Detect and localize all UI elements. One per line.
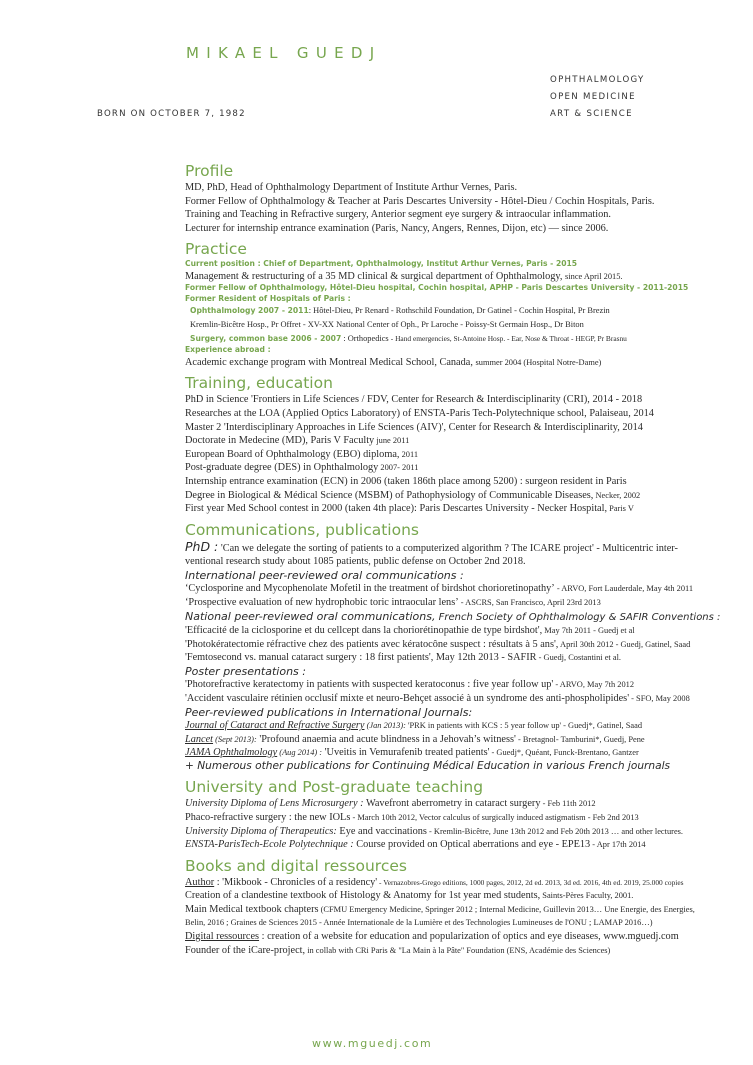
surgery-residency <box>185 332 740 346</box>
profile-line: Former Fellow of Ophthalmology & Teacher at Paris Descartes University - Hôtel-Dieu / Cochin Hospitals, Paris. <box>185 195 655 207</box>
teaching-item <box>185 838 740 852</box>
journal-date: (Jan 2013): <box>364 721 406 731</box>
phd-text: 'Can we delegate the sorting of patients to a computerized algorithm ? The ICARE project' - Multicentric inter- <box>218 542 678 554</box>
journal-date: (Sept 2013): <box>213 734 257 744</box>
training-text: Degree in Biological & Médical Science (MSBM) of Pathophysiology of Communicable Diseases, <box>185 489 594 501</box>
training-section <box>185 374 740 515</box>
national-oral-item <box>185 624 740 638</box>
intl-oral-venue: - ASCRS, San Francisco, April 23rd 2013 <box>458 597 601 607</box>
current-position-text <box>185 270 740 284</box>
training-line <box>185 421 740 435</box>
training-line <box>185 461 740 475</box>
teaching-program: ENSTA-ParisTech-Ecole Polytechnique : <box>185 839 354 851</box>
national-oral-item <box>185 651 740 665</box>
teaching-program: University Diploma of Lens Microsurgery : <box>185 798 364 810</box>
website-link[interactable]: www.mguedj.com <box>312 1037 433 1050</box>
poster-label: Poster presentations : <box>185 664 306 678</box>
teaching-topic: Wavefront aberrometry in cataract surgery <box>363 798 541 810</box>
poster-title: 'Accident vasculaire rétinien occlusif mixte et neuro-Behçet associé à un syndrome des anti-phospholipides' <box>185 692 630 704</box>
teaching-topic: Course provided on Optical aberrations and eye - EPE13 <box>353 839 591 851</box>
profile-line: Training and Teaching in Refractive surgery, Anterior segment eye surgery & intraocular inflammation. <box>185 209 612 221</box>
training-line <box>185 393 740 407</box>
national-oral-title: 'Efficacité de la ciclosporine et du cellcept dans la choriorétinopathie de type birdshot', <box>185 625 543 637</box>
ophthalmology-residency-label: Ophthalmology 2007 - 2011 <box>190 306 309 316</box>
textbook-text: Main Medical textbook chapters <box>185 903 319 915</box>
national-oral-item <box>185 638 740 652</box>
journal-item <box>185 733 740 747</box>
abroad-label: Experience abroad : <box>185 345 271 355</box>
intl-oral-item <box>185 596 740 610</box>
author-book: : 'Mikbook - Chronicles of a residency' <box>214 876 378 888</box>
training-text: Post-graduate degree (DES) in Ophthalmology <box>185 462 379 474</box>
digital-line <box>185 930 740 944</box>
profile-line: MD, PhD, Head of Ophthalmology Department of Institute Arthur Vernes, Paris. <box>185 182 518 193</box>
intl-oral-title: ‘Cyclosporine and Mycophenolate Mofetil in the treatment of birdshot chorioretinopathy’ <box>185 583 555 595</box>
journal-article: 'PRK in patients with KCS : 5 year follow up' <box>405 721 562 731</box>
teaching-date: - Feb 11th 2012 <box>540 799 596 809</box>
abroad-details: summer 2004 (Hospital Notre-Dame) <box>475 357 602 367</box>
poster-item <box>185 692 740 706</box>
textbook-line-cont: Belin, 2016 ; Graines de Sciences 2015 - Année Internationale de la Lumière et des Technologies Lumineuses de l'ONU ; LAMAP 2016…) <box>185 918 653 928</box>
resident-label: Former Resident of Hospitals of Paris : <box>185 293 351 303</box>
training-line <box>185 475 740 489</box>
teaching-item <box>185 825 740 839</box>
practice-section <box>185 240 740 369</box>
teaching-topic: Phaco-refractive surgery : the new IOLs <box>185 811 351 823</box>
teaching-item <box>185 797 740 811</box>
journal-item <box>185 746 740 760</box>
phd-line-cont: ventional research study about 1085 patients, public defense on October 2nd 2018. <box>185 556 526 568</box>
journals-label: Peer-reviewed publications in International Journals: <box>185 705 473 719</box>
training-line <box>185 448 740 462</box>
teaching-date: - Kremlin-Bicêtre, June 13th 2012 and Feb 20th 2013 … and other lectures. <box>426 826 684 836</box>
section-title: Communications, publications <box>185 520 419 539</box>
creation-text: Creation of a clandestine textbook of Histology & Anatomy for 1st year med students, <box>185 890 541 902</box>
profile-line: Lecturer for internship entrance examination (Paris, Nancy, Angers, Rennes, Dijon, etc) — since 2006. <box>185 222 609 234</box>
training-date: Paris V <box>607 504 634 514</box>
poster-venue: - SFO, May 2008 <box>629 693 690 703</box>
founder-details: in collab with CRi Paris & "La Main à la Pâte" Foundation (ENS, Académie des Sciences) <box>305 945 611 955</box>
poster-item <box>185 678 740 692</box>
training-date: june 2011 <box>374 436 410 446</box>
training-date: 2011 <box>399 449 419 459</box>
journal-article: 'Uveitis in Vemurafenib treated patients' <box>322 747 490 759</box>
communications-section <box>185 521 740 774</box>
training-text: Researches at the LOA (Applied Optics Laboratory) of ENSTA-Paris Tech-Polytechnique school, Palaiseau, 2014 <box>185 407 654 419</box>
section-title: Books and digital ressources <box>185 856 407 875</box>
intl-oral-title: ‘Prospective evaluation of new hydrophobic toric intraocular lens’ <box>185 596 459 608</box>
journal-item <box>185 719 740 733</box>
specialty-open-medicine: OPEN MEDICINE <box>550 92 636 102</box>
training-text: Internship entrance examination (ECN) in 2006 (taken 186th place among 5200) : surgeon resident in Paris <box>185 475 627 487</box>
teaching-topic: Eye and vaccinations <box>336 825 427 837</box>
cv-content <box>185 162 740 962</box>
national-oral-title: 'Photokératectomie réfractive chez des patients avec kératocône suspect : résultats à 5 ans', <box>185 638 559 650</box>
teaching-item <box>185 811 740 825</box>
section-title: University and Post-graduate teaching <box>185 778 484 797</box>
current-position-label: Current position : Chief of Department, Ophthalmology, Institut Arthur Vernes, Paris - 2015 <box>185 259 578 269</box>
poster-venue: - ARVO, May 7th 2012 <box>553 680 635 690</box>
training-line <box>185 489 740 503</box>
journal-name: Lancet <box>185 733 214 745</box>
current-position-since: since April 2015. <box>565 271 623 281</box>
journal-authors: - Guedj*, Quéant, Funck-Brentano, Gantzer <box>489 748 639 758</box>
surgery-residency-details: - Hand emergencies, St-Antoine Hosp. - Ear, Nose & Throat - HEGP, Pr Brasnu <box>390 333 627 343</box>
national-oral-venue: April 30th 2012 - Guedj, Gatinel, Saad <box>558 639 691 649</box>
profile-section <box>185 162 740 235</box>
teaching-program: University Diploma of Therapeutics: <box>185 825 337 837</box>
abroad-desc: Academic exchange program with Montreal Medical School, Canada, <box>185 356 473 368</box>
training-date: Necker, 2002 <box>593 490 641 500</box>
phd-label: PhD : <box>185 538 219 554</box>
books-section <box>185 857 740 958</box>
national-oral-venue: - Guedj, Costantini et al. <box>536 653 621 663</box>
poster-title: 'Photorefractive keratectomy in patients with suspected keratoconus : five year follow up' <box>185 679 554 691</box>
author-label: Author <box>185 876 215 888</box>
digital-text: : creation of a website for education and popularization of optics and eye diseases, www.mguedj.com <box>259 931 679 943</box>
specialty-ophthalmology: OPHTHALMOLOGY <box>550 75 645 85</box>
training-text: European Board of Ophthalmology (EBO) diploma, <box>185 448 400 460</box>
numerous-publications: + Numerous other publications for Continuing Médical Education in various French journals <box>185 759 671 772</box>
specialty-art-science: ART & SCIENCE <box>550 109 633 119</box>
training-text: First year Med School contest in 2000 (taken 4th place): Paris Descartes University - Necker Hospital, <box>185 503 608 515</box>
author-details: - Vernazobres-Grego editions, 1000 pages, 2012, 2d ed. 2013, 3d ed. 2016, 4th ed. 2019, 25.000 copies <box>377 877 684 887</box>
journal-article: 'Profound anaemia and acute blindness in a Jehovah’s witness' <box>256 733 516 745</box>
intl-oral-item <box>185 582 740 596</box>
textbook-details: (CFMU Emergency Medicine, Springer 2012 ; Internal Medicine, Guillevin 2013… Une Energie, des Energies, <box>318 904 695 914</box>
national-oral-venue: May 7th 2011 - Guedj et al <box>542 626 635 636</box>
journal-authors: - Bretagnol- Tamburini*, Guedj, Pene <box>515 734 645 744</box>
surgery-residency-label: Surgery, common base 2006 - 2007 <box>190 333 342 343</box>
ophthalmology-residency <box>185 304 740 318</box>
training-date: 2007- 2011 <box>378 463 419 473</box>
ophthalmology-residency-text: : Hôtel-Dieu, Pr Renard - Rothschild Foundation, Dr Gatinel - Cochin Hospital, Pr Brezin <box>308 306 610 316</box>
section-title: Practice <box>185 240 247 259</box>
journal-name: Journal of Cataract and Refractive Surgery <box>185 720 365 732</box>
ophthalmology-residency-cont: Kremlin-Bicêtre Hosp., Pr Offret - XV-XX National Center of Oph., Pr Laroche - Poissy-St Germain Hosp., Dr Biton <box>190 320 584 330</box>
creation-line <box>185 889 740 903</box>
intl-oral-label: International peer-reviewed oral communications : <box>185 568 464 582</box>
training-text: PhD in Science 'Frontiers in Life Sciences / FDV, Center for Research & Interdisciplinarity (CRI), 2014 - 2018 <box>185 394 643 406</box>
person-name: MIKAEL GUEDJ <box>186 44 382 62</box>
section-title: Profile <box>185 162 234 180</box>
digital-label: Digital ressources <box>185 931 260 943</box>
journal-date: (Aug 2014) : <box>277 748 323 758</box>
birth-date: BORN ON OCTOBER 7, 1982 <box>97 109 246 119</box>
journal-authors: - Guedj*, Gatinel, Saad <box>561 721 643 731</box>
national-oral-subtitle: French Society of Ophthalmology & SAFIR Conventions : <box>435 611 721 623</box>
creation-details: Saints-Pères Faculty, 2001. <box>540 891 634 901</box>
training-line <box>185 434 740 448</box>
founder-text: Founder of the iCare-project, <box>185 944 306 956</box>
training-line <box>185 407 740 421</box>
abroad-text <box>185 356 740 370</box>
national-oral-label <box>185 610 740 625</box>
phd-line <box>185 540 740 556</box>
training-text: Master 2 'Interdisciplinary Approaches in Life Sciences (AIV)', Center for Research & Interdisciplinarity, 2014 <box>185 421 643 433</box>
surgery-residency-text: : Orthopedics <box>343 333 389 343</box>
author-line <box>185 876 740 890</box>
journal-name: JAMA Ophthalmology <box>185 747 278 759</box>
teaching-section <box>185 778 740 851</box>
fellow-label: Former Fellow of Ophthalmology, Hôtel-Dieu hospital, Cochin hospital, APHP - Paris Descartes University - 2011-2015 <box>185 283 689 293</box>
current-position-desc: Management & restructuring of a 35 MD clinical & surgical department of Ophthalmology, <box>185 270 563 282</box>
section-title: Training, education <box>185 374 333 393</box>
national-oral-title: 'Femtosecond vs. manual cataract surgery : 18 first patients', May 12th 2013 - SAFIR <box>185 652 537 664</box>
founder-line <box>185 944 740 958</box>
training-text: Doctorate in Medecine (MD), Paris V Faculty <box>185 435 375 447</box>
intl-oral-venue: - ARVO, Fort Lauderdale, May 4th 2011 <box>554 584 694 594</box>
training-line <box>185 502 740 516</box>
teaching-date: - Apr 17th 2014 <box>590 840 646 850</box>
textbook-line <box>185 903 740 917</box>
teaching-date: - March 10th 2012, Vector calculus of surgically induced astigmatism - Feb 2nd 2013 <box>350 812 639 822</box>
national-oral-title: National peer-reviewed oral communications, <box>185 609 436 623</box>
